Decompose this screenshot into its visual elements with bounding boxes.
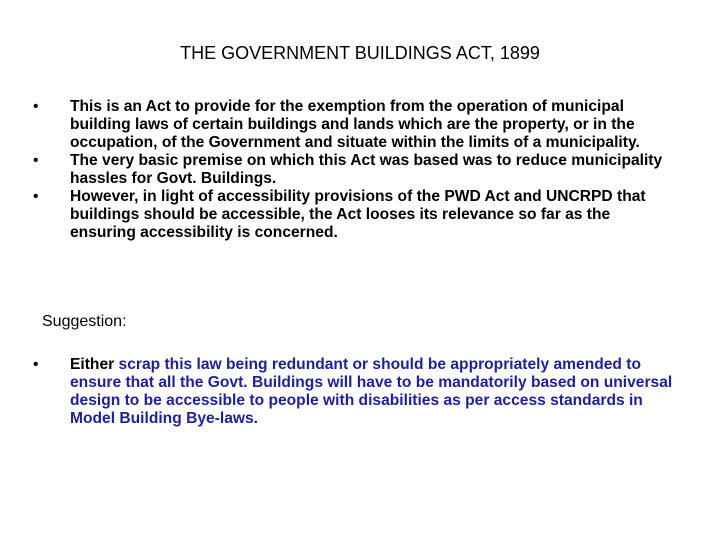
bullet-icon: • xyxy=(33,152,39,169)
suggestion-lead: Either xyxy=(70,356,119,373)
list-item-text: The very basic premise on which this Act was based was to reduce municipality hassles for Govt. Buildings. xyxy=(70,152,663,187)
list-item-text: However, in light of accessibility provisions of the PWD Act and UNCRPD that buildings should be accessible, the Act looses its relevance so far as the ensuring accessibility is concerned. xyxy=(70,188,646,241)
suggestion-heading: Suggestion: xyxy=(42,313,127,330)
list-item xyxy=(30,188,680,242)
page-title: THE GOVERNMENT BUILDINGS ACT, 1899 xyxy=(180,43,540,63)
bullet-icon: • xyxy=(33,188,39,205)
suggestion-list xyxy=(30,356,680,428)
suggestion-text: scrap this law being redundant or should be appropriately amended to ensure that all the Govt. Buildings will have to be mandatorily based on universal design to be accessible to people with disabilities as per access standards in Model Building Bye-laws. xyxy=(70,356,673,427)
suggestion-item xyxy=(30,356,680,428)
bullet-list xyxy=(30,98,680,242)
bullet-icon: • xyxy=(33,98,39,115)
list-item-text: This is an Act to provide for the exemption from the operation of municipal building laws of certain buildings and lands which are the property, or in the occupation, of the Government and situate within the limits of a municipality. xyxy=(70,98,640,151)
list-item xyxy=(30,98,680,152)
bullet-icon: • xyxy=(33,356,39,373)
list-item xyxy=(30,152,680,188)
